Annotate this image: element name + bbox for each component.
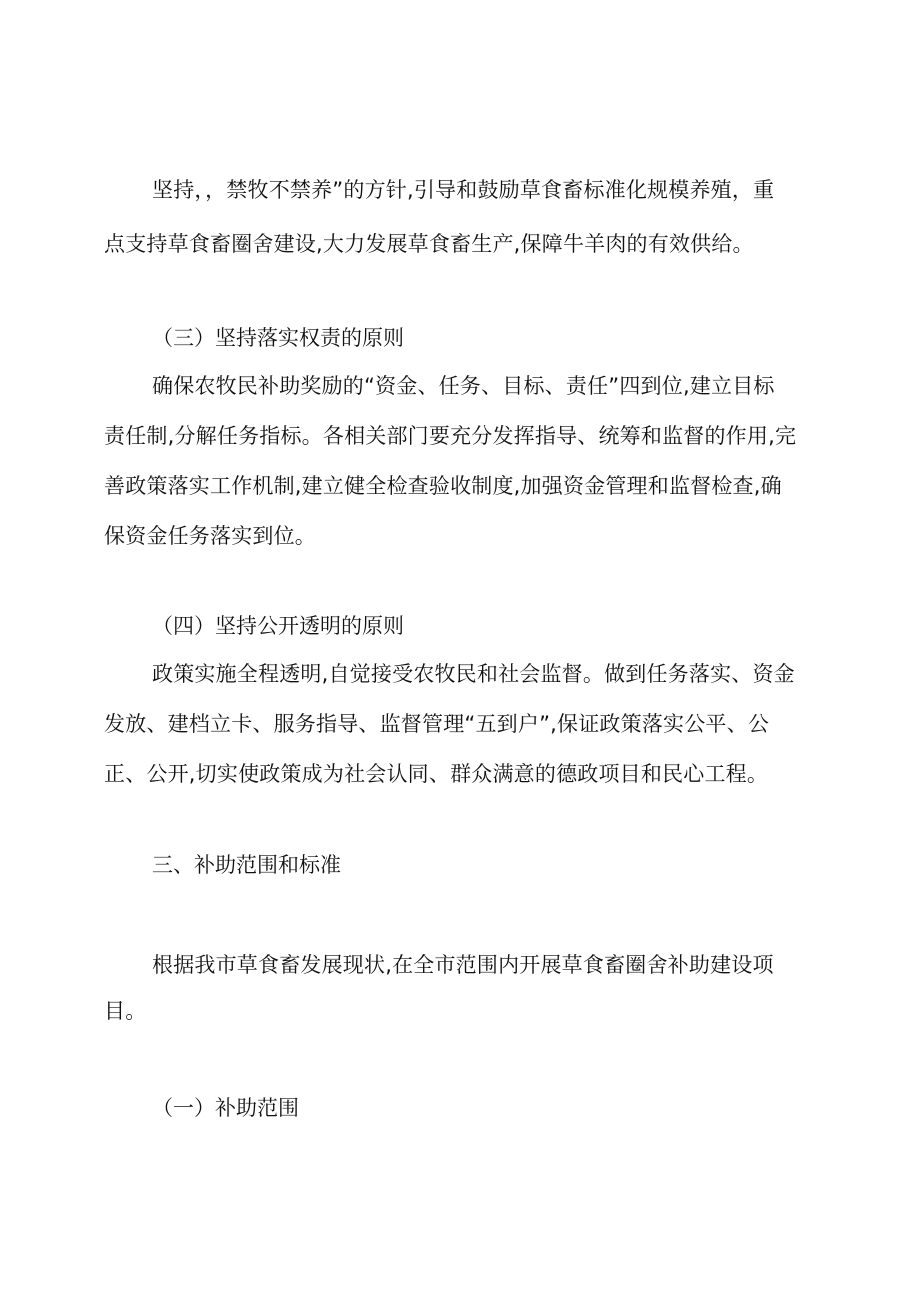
paragraph-line: 责任制,分解任务指标。各相关部门要充分发挥指导、统筹和监督的作用,完	[104, 424, 797, 448]
heading-accountability-principle: （三）坚持落实权责的原则	[152, 326, 404, 350]
paragraph-line: 发放、建档立卡、服务指导、监督管理“五到户”,保证政策落实公平、公	[104, 712, 770, 736]
paragraph-line: 保资金任务落实到位。	[104, 524, 316, 548]
heading-subsidy-scope: （一）补助范围	[152, 1096, 299, 1120]
paragraph-line: 目。	[104, 999, 147, 1023]
paragraph-line: 政策实施全程透明,自觉接受农牧民和社会监督。做到任务落实、资金	[152, 662, 795, 686]
paragraph-line: 确保农牧民补助奖励的“资金、任务、目标、责任”四到位,建立目标	[152, 374, 775, 398]
paragraph-line: 坚持，，禁牧不禁养”的方针,引导和鼓励草食畜标准化规模养殖，重	[152, 178, 775, 202]
paragraph-line: 点支持草食畜圈舍建设,大力发展草食畜生产,保障牛羊肉的有效供给。	[104, 232, 754, 256]
paragraph-line: 根据我市草食畜发展现状,在全市范围内开展草食畜圈舍补助建设项	[152, 953, 774, 977]
paragraph-line: 正、公开,切实使政策成为社会认同、群众满意的德政项目和民心工程。	[104, 762, 769, 786]
heading-transparency-principle: （四）坚持公开透明的原则	[152, 614, 404, 638]
section-title-subsidy-scope: 三、补助范围和标准	[152, 853, 341, 877]
paragraph-line: 善政策落实工作机制,建立健全检查验收制度,加强资金管理和监督检查,确	[104, 474, 782, 498]
